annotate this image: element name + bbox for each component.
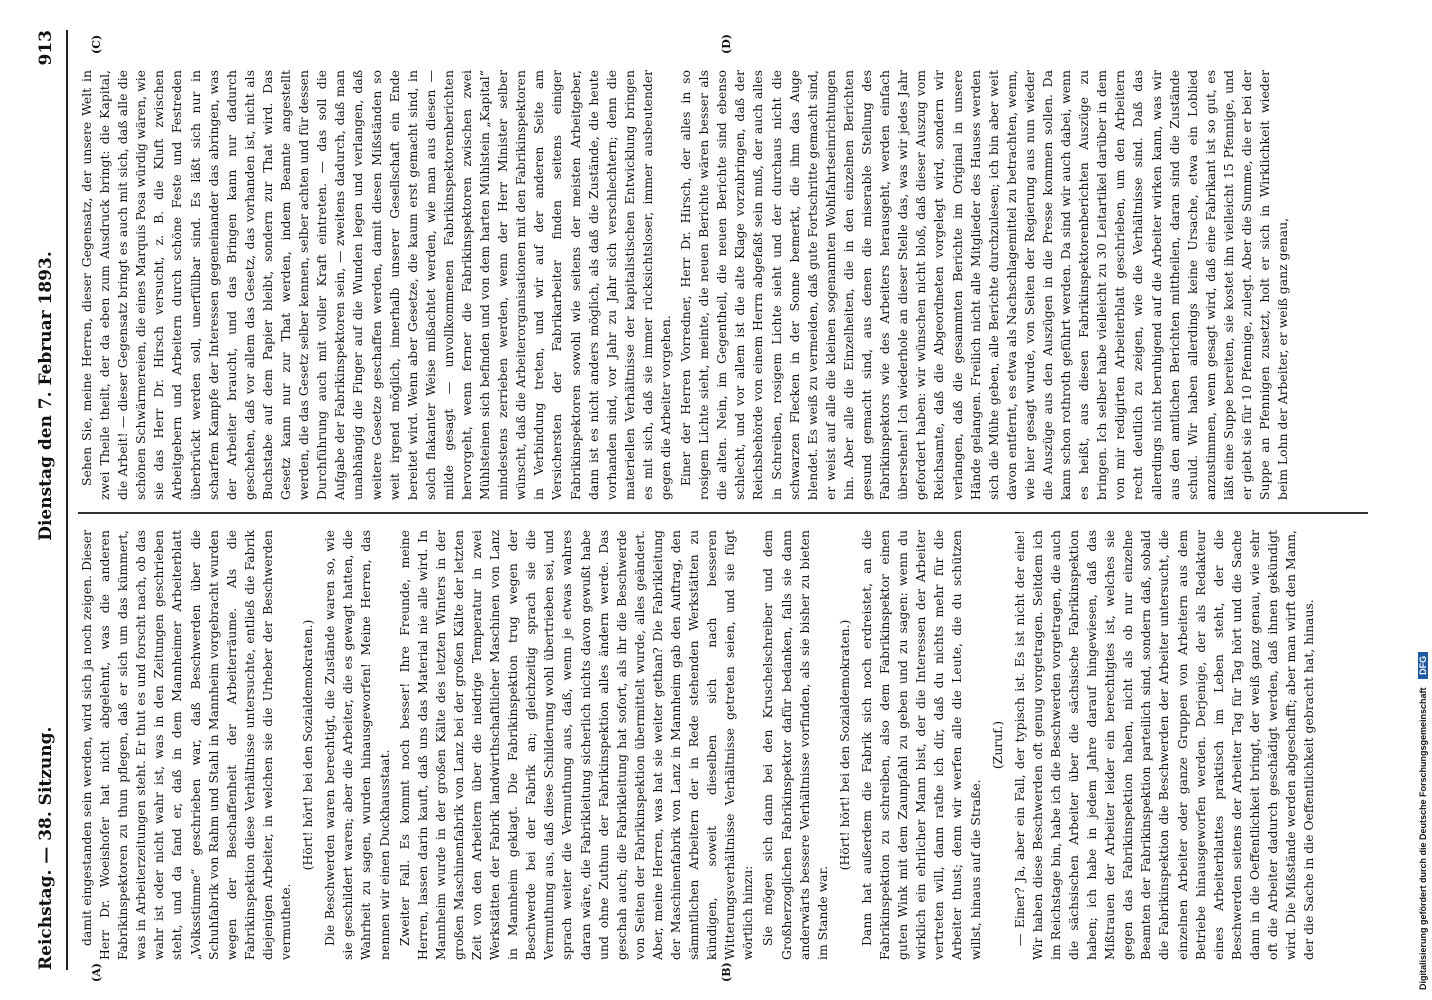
column-divider (78, 512, 1368, 514)
paragraph: — Einer? Ja, aber ein Fall, der typisch ist. Es ist nicht der eine! Wir haben diese Beschwerden oft genug vorgetragen. Seitdem ich im Reichstage bin, habe ich die Beschwerden vorgetragen, die auch die sächsischen Arbeiter über die sächsische Fabrikinspektion haben; ich habe in jedem Jahre darauf hingewiesen, daß das Mißtrauen der Arbeiter leider ein berechtigtes ist, welches sie gegen das Fabrikinspektion haben, nicht als ob nur einzelne Beamten der Fabrikinspektion parteilich sind, sondern daß, sobald die Fabrikinspektion die Beschwerden der Arbeiter untersucht, die einzelnen Arbeiter oder ganze Gruppen von Arbeitern aus dem Betriebe hinausgeworfen werden. Derjenige, der als Redakteur eines Arbeiterblattes praktisch im Leben steht, der die Beschwerden seitens der Arbeiter Tag für Tag hört und die Sache dann in die Oeffentlichkeit bringt, der weiß ganz genau, wie sehr oft die Arbeiter dadurch geschädigt werden, daß ihnen gekündigt wird. Die Mißstände werden abgeschafft; aber man wirft den Mann, der die Sache in die Oeffentlichkeit gebracht hat, hinaus. (1011, 530, 1317, 960)
interjection: (Zuruf.) (989, 720, 1005, 770)
page-header (36, 30, 60, 970)
margin-marker-c: (C) (90, 34, 103, 54)
quotation: Sie mögen sich dann bei den Kruschelschreiber und dem Großherzoglichen Fabrikinspektor dafür bedanken, falls sie dann anderwärts bessere Verhältnisse vorfinden, als sie bisher zu bieten im Stande war. (760, 530, 830, 960)
digitization-credit (1418, 0, 1432, 1000)
paragraph: Sehen Sie, meine Herren, dieser Gegensatz, der unsere Welt in zwei Theile theilt, der da eben zum Ausdruck bringt: die Kapital, die Arbeit! — dieser Gegensatz bringt es auch mit sich, daß alle die schönen Schwärmereien, die eines Marquis Posa würdig wären, wie sie das Herr Dr. Hirsch versucht, z. B. die Kluft zwischen Arbeitgebern und Arbeitern durch schöne Feste und Festreden überbrückt werden soll, unerfüllbar sind. Es läßt sich nur in scharfem Kampfe der Interessen gegeneinander das abringen, was der Arbeiter braucht, und das Bringen kann nur dadurch geschehen, daß vor allem das Gesetz, das vorhanden ist, nicht als Buchstabe auf dem Papier bleibt, sondern zur That wird. Das Gesetz kann nur zur That werden, indem Beamte angestellt werden, die das Gesetz selber kennen, selber achten und für dessen Durchführung auch mit voller Kraft eintreten. — das soll die Aufgabe der Fabrikinspektoren sein, — zweitens dadurch, daß man unabhängig die Finger auf die Wunden legen und verlangen, daß weitere Gesetze geschaffen werden, damit diesen Mißständen so weit irgend möglich, innerhalb unserer Gesellschaft ein Ende bereitet wird. Wenn aber Gesetze, die kaum erst gemacht sind, in solch flakanter Weise mißachtet werden, wie man aus diesen — milde gesagt — unvollkommenen Fabrikinspektorenberichten hervorgeht, wenn ferner die Fabrikinspektoren zwischen zwei Mühlsteinen sich befinden und von dem harten Mühlstein „Kapital“ mindestens zerrieben werden, wenn der Herr Minister selber wünscht, daß die Arbeiterorganisationen mit den Fabrikinspektoren in Verbindung treten, und wir auf der anderen Seite am Versichersten der Fabrikarbeiter finden seitens einiger Fabrikinspektoren sowohl wie seitens der meisten Arbeitgeber, dann ist es nicht anders möglich, als daß die Zustände, die heute vorhanden sind, vor Jahr zu Jahr sich verschlechtern; denn die materiellen Verhältnisse der kapitalistischen Entwicklung bringen es mit sich, daß sie immer rücksichtsloser, immer ausbeutender gegen die Arbeiter vorgehen. (79, 70, 673, 500)
header-rule (66, 30, 68, 970)
text-column-left (78, 530, 1378, 960)
margin-marker-b: (B) (720, 962, 733, 982)
paragraph: damit eingestanden sein werden, wird sich ja noch zeigen. Dieser Herr Dr. Woeishofer hat nicht abgelehnt, was die anderen Fabrikinspektoren zu thun pflegen, daß er sich um das kümmert, was in Arbeiterzeitungen steht. Er thut es und forscht nach, ob das wahr ist oder nicht wahr ist, was in den Zeitungen geschrieben steht, und da fand er, daß in dem Mannheimer Arbeiterblatt „Volksstimme“ geschrieben war, daß Beschwerden über die Schuhfabrik von Rahm und Stahl in Mannheim vorgebracht wurden wegen der Beschaffenheit der Arbeiterräume. Als die Fabrikinspektion diese Verhältnisse untersuchte, entließ die Fabrik diejenigen Arbeiter, in welchen sie die Urheber der Beschwerden vermuthete. (79, 530, 294, 960)
credit-text: Digitalisierung gefördert durch die Deutsche Forschungsgemeinschaft (1418, 687, 1428, 990)
text-column-right (78, 70, 1378, 500)
interjection: (Hört! hört! bei den Sozialdemokraten.) (300, 619, 316, 871)
header-left: Reichstag. — 38. Sitzung. (36, 726, 56, 970)
paragraph: Dann hat außerdem die Fabrik sich noch erdreistet, an die Fabrikinspektion zu schreiben, also dem Fabrikinspektor einen guten Wink mit dem Zaunpfahl zu geben und zu sagen: wenn du wirklich ein ehrlicher Mann bist, der die Interessen der Arbeiter vertreten will, dann rathe ich dir, daß du nichts mehr für die Arbeiter thust; denn wir werfen alle die Leute, die du schützen willst, hinaus auf die Straße. (858, 530, 983, 960)
page-number: 913 (36, 30, 56, 66)
margin-marker-d: (D) (720, 34, 733, 54)
paragraph: Die Beschwerden waren berechtigt, die Zustände waren so, wie sie geschildert waren; aber die Arbeiter, die es gewagt hatten, die Wahrheit zu sagen, wurden hinausgeworfen! Meine Herren, das nennen wir einen Duckhausstaat. (322, 530, 392, 960)
paragraph: Zweiter Fall. Es kommt noch besser! Ihre Freunde, meine Herren, lassen darin kauft, daß uns das Material nie alle wird. In Mannheim wurde in der großen Kälte des letzten Winters in der großen Maschinenfabrik von Lanz bei der großen Kälte der letzten Zeit von den Arbeitern über die niedrige Temperatur in zwei Werkstätten der Fabrik landwirthschaftlicher Maschinen von Lanz in Mannheim geklagt. Die Fabrikinspektion trug wegen der Beschwerde bei der Fabrik an; gleichzeitig sprach sie die Vermuthung aus, daß diese Schilderung wohl übertrieben sei, und sprach weiter die Vermuthung aus, daß, wenn je etwas wahres daran wäre, die Fabrikleitung sicherlich nichts davon gewußt habe und ohne Zuthun der Fabrikinspektion alles ändern werde. Das geschah auch; die Fabrikleitung hat sofort, als ihr die Beschwerde von Seiten der Fabrikinspektion übermittelt wurde, alles geändert. Aber, meine Herren, was hat sie weiter gethan? Die Fabrikleitung der Maschinenfabrik von Lanz in Mannheim gab den Auftrag, den sämmtlichen Arbeitern der in Rede stehenden Werkstätten zu kündigen, soweit dieselben sich nach besseren Witterungsverhältnisse Verhältnisse getreten seien, und sie fügt wörtlich hinzu: (396, 530, 756, 960)
dfg-logo: DFG (1418, 652, 1428, 679)
credit-text-rotated (1418, 0, 1432, 1000)
margin-marker-a: (A) (90, 963, 103, 982)
header-date: Dienstag den 7. Februar 1893. (36, 251, 56, 541)
interjection: (Hört! hört! bei den Sozialdemokraten.) (836, 619, 852, 871)
paragraph: Einer der Herren Vorredner, Herr Dr. Hirsch, der alles in so rosigem Lichte sieht, meinte, die neuen Berichte wären besser als die alten. Nein, im Gegentheil, die neuen Berichte sind ebenso schlecht, und vor allem ist die alte Klage vorzubringen, daß der Reichsbehörde von einem Herrn abgefaßt sein muß, der auch alles in Schreiben, rosigem Lichte sieht und der durchaus nicht die schwarzen Flecken in der Sonne bemerkt, die ihm das Auge blendet. Es weiß zu vermeiden, daß gute Fortschritte gemacht sind, er weist auf alle die kleinen sogenannten Wohlfahrtseinrichtungen hin. Aber alle die Einzelheiten, die in den einzelnen Berichten gesund gemacht sind, aus denen die miserable Stellung des Fabrikinspektors wie des Arbeiters herausgeht, werden einfach übersehen! Ich wiederhole an dieser Stelle das, was wir jedes Jahr gefordert haben: wir wünschen nicht bloß, daß dieser Auszug vom Reichsamte, daß die Abgeordneten vorgelegt wird, sondern wir verlangen, daß die gesammten Berichte im Original in unsere Hände gelangen. Freilich nicht alle Mitglieder des Hauses werden sich die Mühe geben, alle Berichte durchzulesen; ich bin aber weit davon entfernt, es etwa als Nachschlagemittel zu betrachten, wenn, wie hier gesagt wurde, von Seiten der Regierung aus nun wieder die Auszüge aus den Auszügen in die Presse kommen sollen. Da kann schon rothroth geführt werden. Da sind wir auch dabei, wenn es heißt, aus diesen Fabrikinspektorenberichten Auszüge zu bringen. Ich selber habe vielleicht zu 30 Leitartikel darüber in dem von mir redigirten Arbeiterblatt geschrieben, um den Arbeitern recht deutlich zu zeigen, wie die Verhältnisse sind. Daß das allerdings nicht beruhigend auf die Arbeiter wirken kann, was wir aus den amtlichen Berichten mittheilen, daran sind die Zustände schuld. Wir haben allerdings keine Ursache, etwa ein Loblied anzustimmen, wenn gesagt wird, daß eine Fabrikant ist so gut, es läßt eine Suppe bereiten, sie kostet ihn vielleicht 15 Pfennige, und er giebt sie für 10 Pfennige, zulegt. Aber die Summe, die er bei der Suppe an Pfennigen zusetzt, holt er sich in Wirklichkeit wieder beim Lohn der Arbeiter, er weiß ganz genau, (678, 70, 1291, 500)
